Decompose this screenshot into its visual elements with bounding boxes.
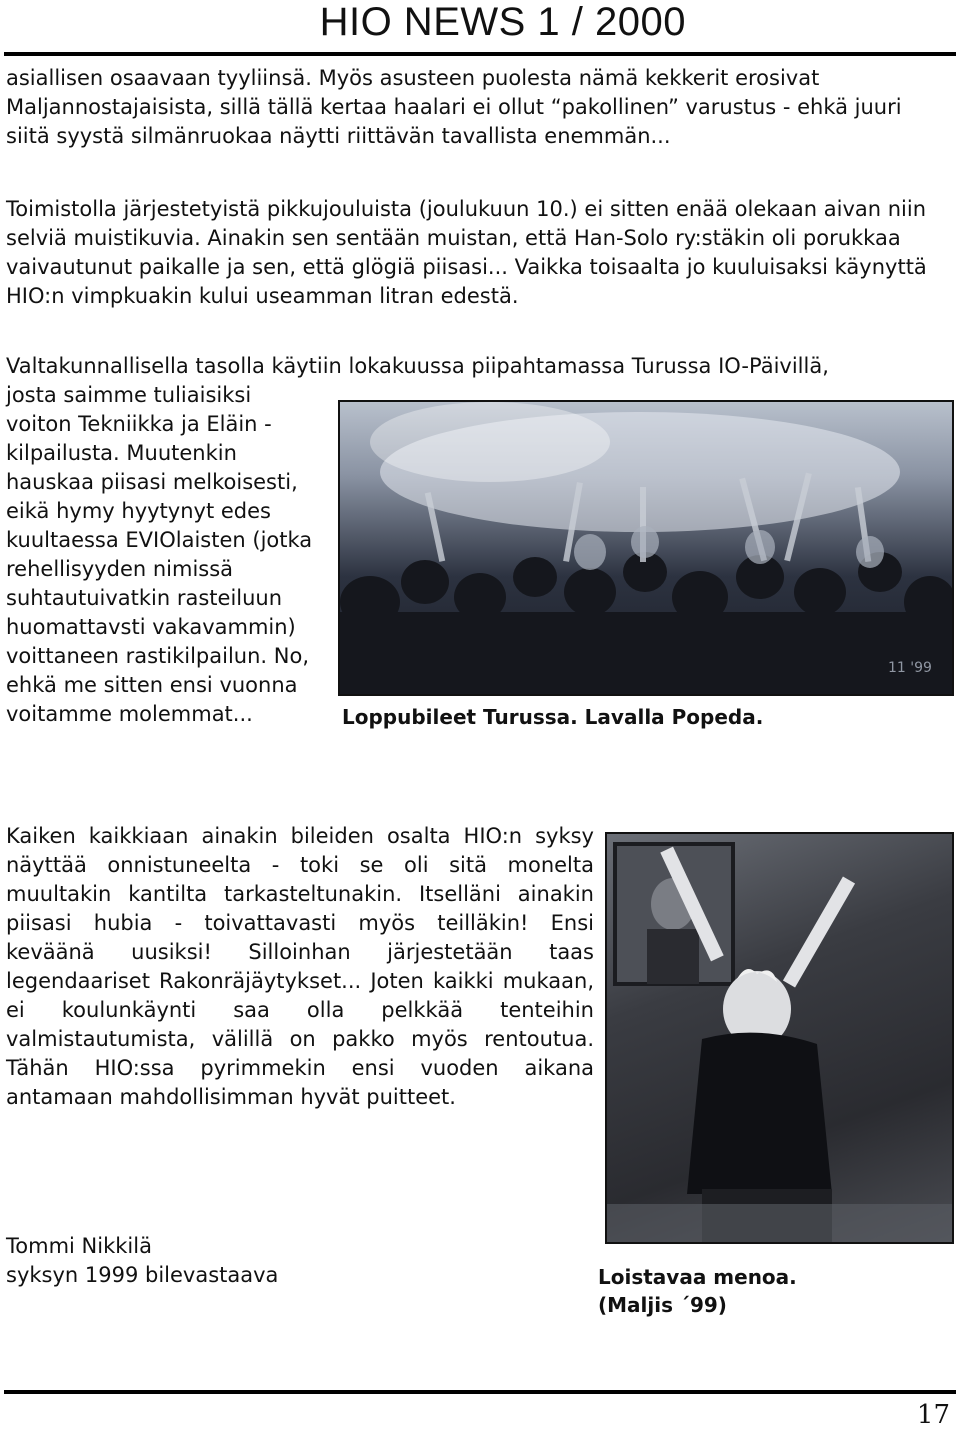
article-paragraph-2: Toimistolla järjestetyistä pikkujouluista (joulukuun 10.) ei sitten enää olekaan aivan niin selviä muistikuvia. Ainakin sen sentään muistan, että Han-Solo ry:stäkin oli porukkaa vaivautunut paikalle ja sen, että glögiä piisasi... Vaikka toisaalta jo kuuluisaksi käynyttä HIO:n vimpkuakin kului useamman litran edestä. (6, 197, 927, 308)
header-rule (4, 52, 956, 56)
author-signature (6, 1232, 278, 1290)
cheering-person-photo (605, 832, 954, 1244)
photo-caption-1: Loppubileet Turussa. Lavalla Popeda. (342, 705, 764, 729)
article-paragraph-5: Kaiken kaikkiaan ainakin bileiden osalta HIO:n syksy näyttää onnistuneelta - toki se oli sitä monelta muultakin kantilta tarkasteltunakin. Itselläni ainakin piisasi hubia - toivattavasti myös teilläkin! Ensi keväänä uusiksi! Silloinhan järjestetään taas legendaariset Rakonräjäytykset... Joten kaikki mukaan, ei koulunkäynti saa olla pelkkää tenteihin valmistautumista, välillä on pakko myös rentoutua. Tähän HIO:ssa pyrimmekin ensi vuoden aikana antamaan mahdollisimman hyvät puitteet. (6, 824, 594, 1109)
photo-caption-2-line-1: Loistavaa menoa. (598, 1265, 797, 1289)
article-paragraph-4: josta saimme tuliaisiksi voiton Tekniikka ja Eläin -kilpailusta. Muutenkin hauskaa piisasi melkoisesti, eikä hymy hyytynyt edes kuultaessa EVIOlaisten (jotka rehellisyyden nimissä suhtautuivatkin rasteiluun huomattavsti vakavammin) voittaneen rastikilpailun. No, ehkä me sitten ensi vuonna voitamme molemmat... (6, 383, 313, 726)
newsletter-title: HIO NEWS 1 / 2000 (319, 0, 686, 44)
author-name: Tommi Nikkilä (6, 1234, 152, 1258)
page-number: 17 (916, 1400, 950, 1430)
article-paragraph-3: Valtakunnallisella tasolla käytiin lokakuussa piipahtamassa Turussa IO-Päivillä, (6, 354, 829, 378)
concert-crowd-photo (338, 400, 954, 696)
photo-caption-2 (598, 1263, 797, 1319)
article-paragraph-1: asiallisen osaavaan tyyliinsä. Myös asusteen puolesta nämä kekkerit erosivat Maljannostajaisista, sillä tällä kertaa haalari ei ollut “pakollinen” varustus - ehkä juuri siitä syystä silmänruokaa näytti riittävän tavallista enemmän... (6, 66, 902, 148)
cheering-illustration (607, 834, 952, 1242)
crowd-illustration (340, 402, 952, 694)
photo-date-stamp: 11 '99 (888, 660, 932, 676)
author-role: syksyn 1999 bilevastaava (6, 1263, 279, 1287)
footer-rule (4, 1390, 956, 1394)
photo-caption-2-line-2: (Maljis ´99) (598, 1293, 727, 1317)
